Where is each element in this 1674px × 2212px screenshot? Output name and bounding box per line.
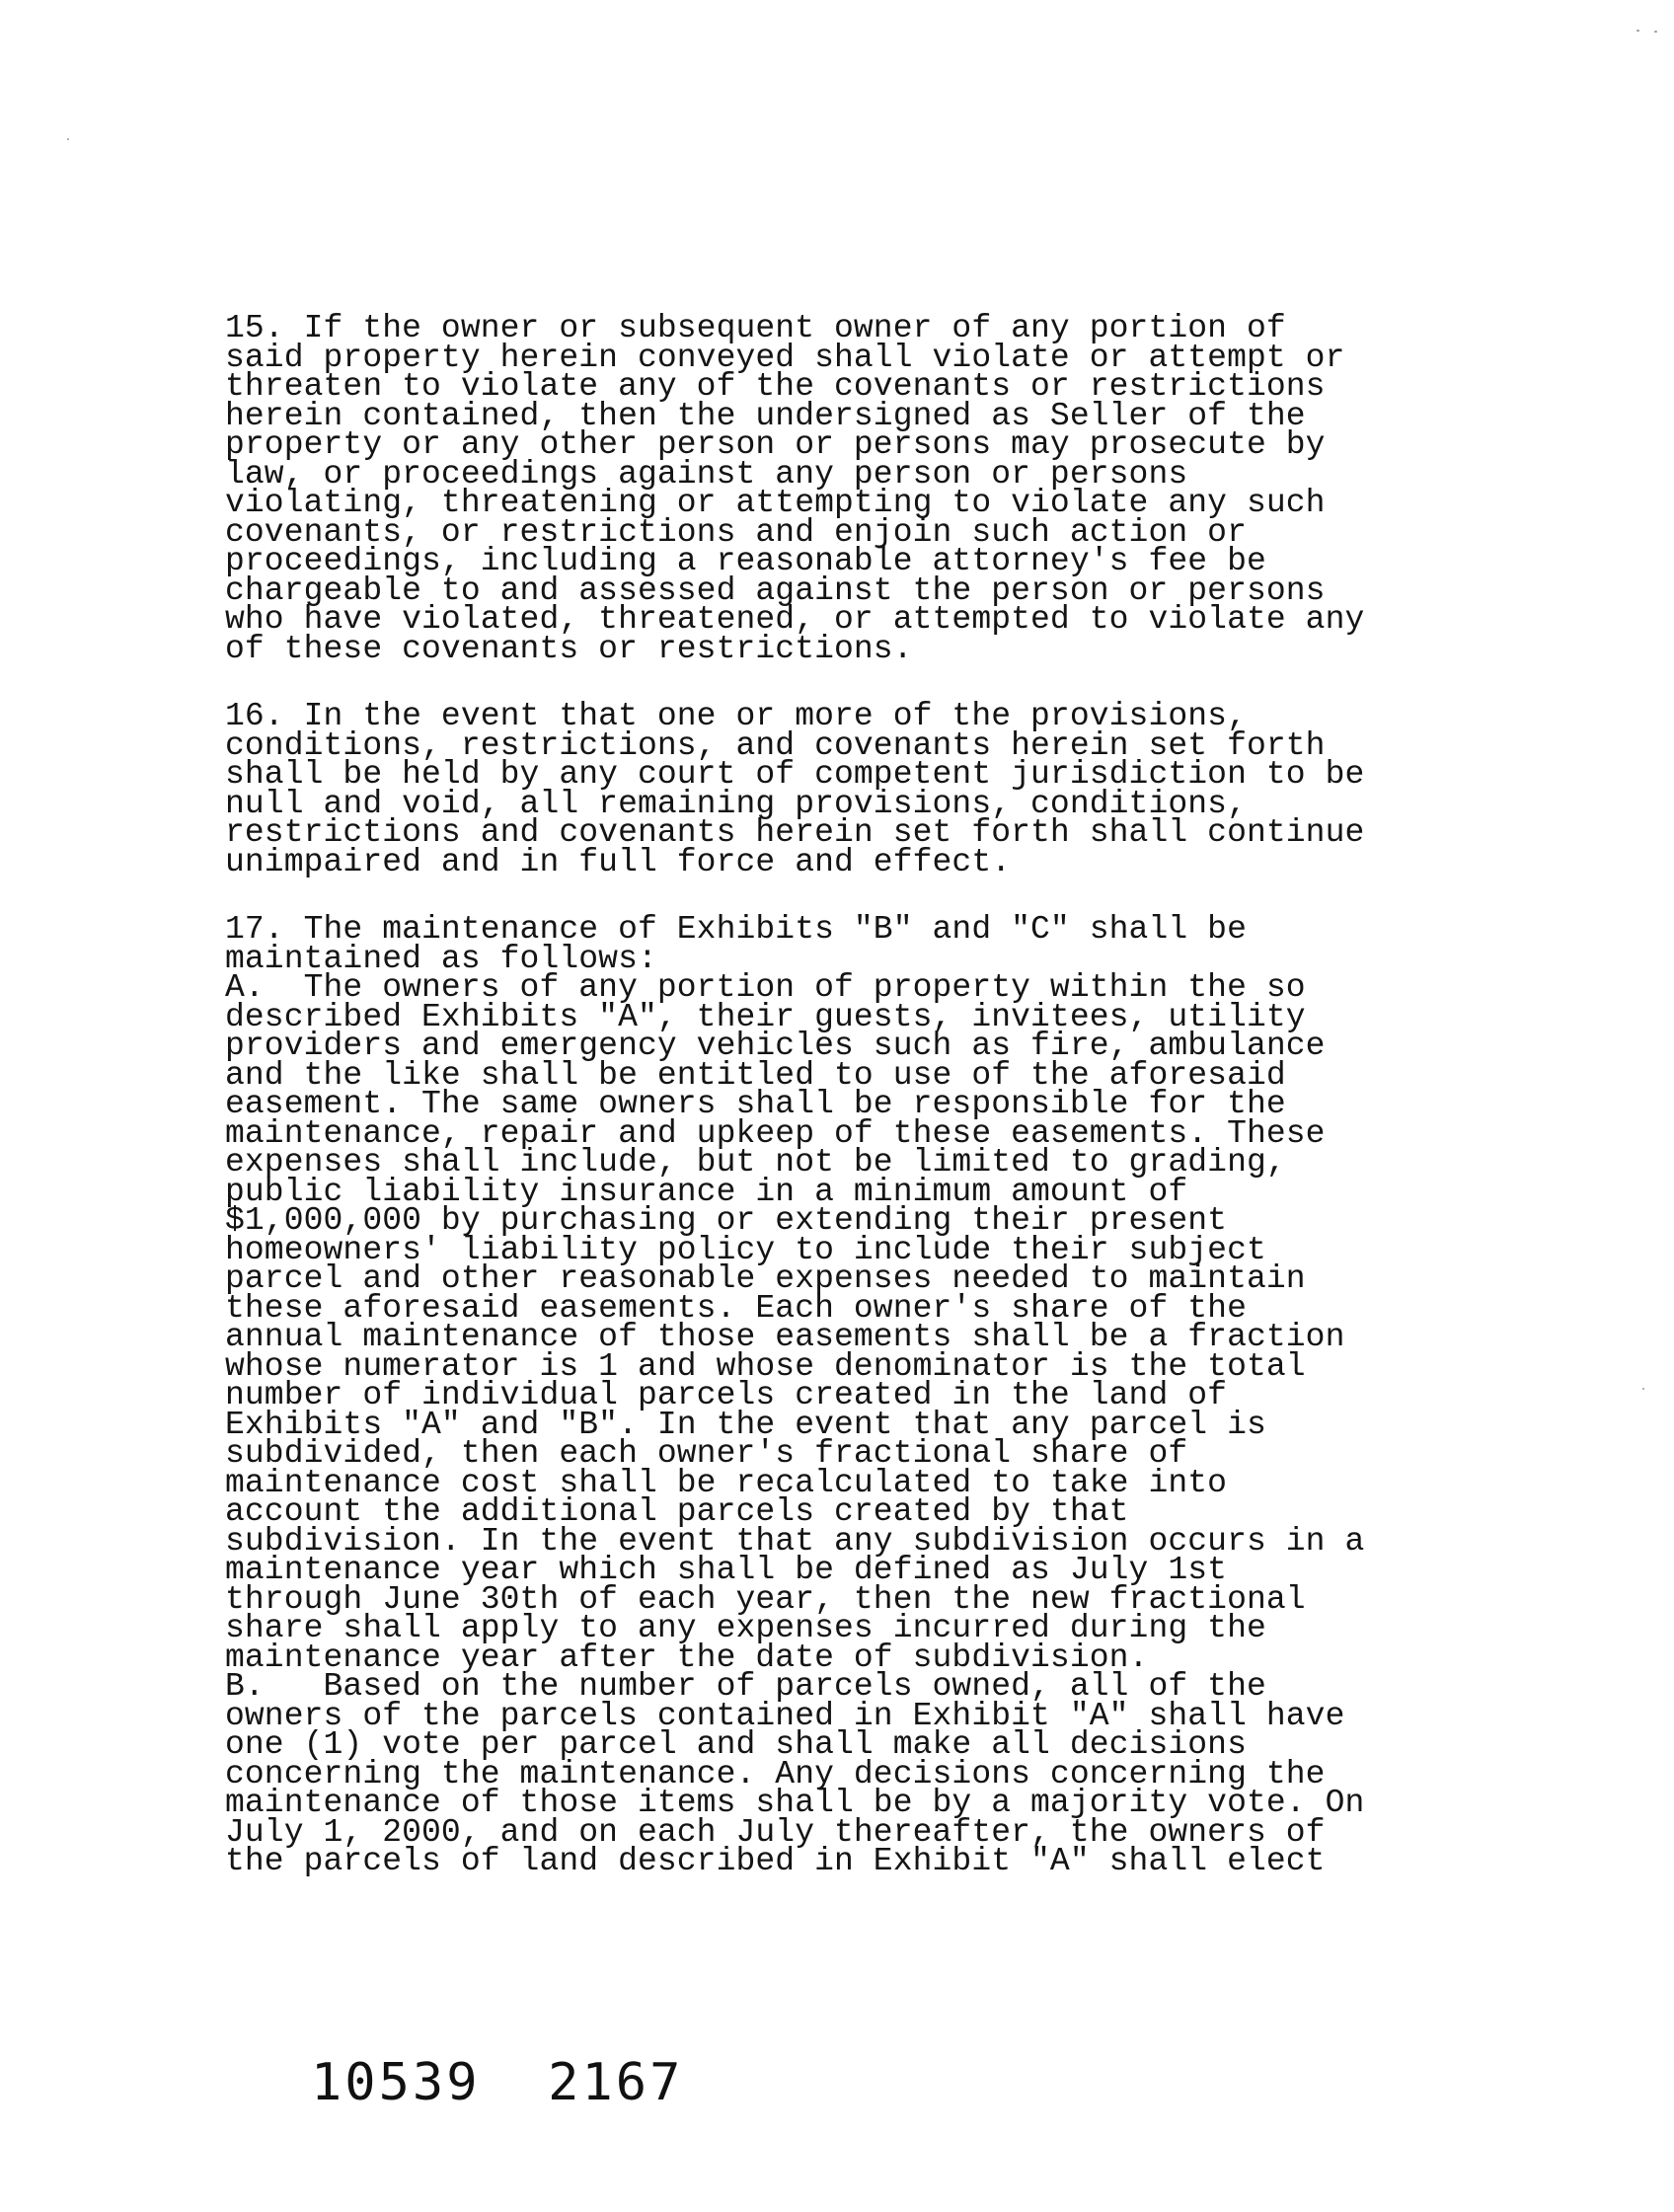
- text-line: maintained as follows:: [225, 940, 657, 977]
- scan-speck: [1636, 30, 1639, 32]
- text-line: owners of the parcels contained in Exhibit "A" shall have: [225, 1697, 1345, 1734]
- text-line: maintenance of those items shall be by a majority vote. On: [225, 1785, 1365, 1821]
- text-line: through June 30th of each year, then the new fractional: [225, 1580, 1306, 1618]
- text-line: B. Based on the number of parcels owned, all of the: [225, 1668, 1266, 1705]
- scan-speck: [67, 138, 69, 140]
- text-line: restrictions and covenants herein set forth shall continue: [225, 814, 1365, 851]
- text-line: conditions, restrictions, and covenants herein set forth: [225, 726, 1326, 764]
- paragraph-15: [225, 310, 1469, 667]
- text-line: concerning the maintenance. Any decisions concerning the: [225, 1755, 1326, 1792]
- scan-speck: [1654, 31, 1657, 33]
- text-line: Exhibits "A" and "B". In the event that any parcel is: [225, 1406, 1266, 1443]
- text-line: subdivided, then each owner's fractional share of: [225, 1435, 1188, 1472]
- text-line: the parcels of land described in Exhibit "A" shall elect: [225, 1843, 1326, 1879]
- text-line: one (1) vote per parcel and shall make all decisions: [225, 1726, 1247, 1763]
- text-line: violating, threatening or attempting to violate any such: [225, 485, 1326, 521]
- text-line: parcel and other reasonable expenses needed to maintain: [225, 1260, 1306, 1297]
- text-line: chargeable to and assessed against the person or persons: [225, 572, 1326, 609]
- text-line: maintenance year which shall be defined as July 1st: [225, 1552, 1228, 1588]
- text-line: maintenance year after the date of subdivision.: [225, 1639, 1149, 1676]
- text-line: these aforesaid easements. Each owner's share of the: [225, 1289, 1247, 1327]
- text-line: who have violated, threatened, or attempted to violate any: [225, 601, 1365, 638]
- text-line: expenses shall include, but not be limited to grading,: [225, 1144, 1286, 1181]
- text-line: proceedings, including a reasonable attorney's fee be: [225, 543, 1266, 579]
- text-line: homeowners' liability policy to include their subject: [225, 1231, 1266, 1268]
- text-line: whose numerator is 1 and whose denominator is the total: [225, 1347, 1306, 1385]
- text-line: 16. In the event that one or more of the provisions,: [225, 698, 1247, 734]
- text-line: shall be held by any court of competent jurisdiction to be: [225, 756, 1365, 793]
- text-line: 17. The maintenance of Exhibits "B" and "C" shall be: [225, 911, 1247, 948]
- text-line: covenants, or restrictions and enjoin such action or: [225, 513, 1247, 551]
- text-line: A. The owners of any portion of property within the so: [225, 969, 1306, 1006]
- text-line: share shall apply to any expenses incurred during the: [225, 1610, 1266, 1646]
- document-body: [225, 310, 1469, 1915]
- text-line: said property herein conveyed shall violate or attempt or: [225, 339, 1345, 376]
- text-line: and the like shall be entitled to use of the aforesaid: [225, 1056, 1286, 1094]
- text-line: account the additional parcels created by that: [225, 1493, 1129, 1530]
- text-line: property or any other person or persons may prosecute by: [225, 426, 1326, 463]
- text-line: subdivision. In the event that any subdivision occurs in a: [225, 1522, 1365, 1560]
- text-line: July 1, 2000, and on each July thereafter, the owners of: [225, 1813, 1326, 1851]
- text-line: unimpaired and in full force and effect.: [225, 843, 1012, 880]
- text-line: public liability insurance in a minimum amount of: [225, 1173, 1188, 1210]
- text-line: of these covenants or restrictions.: [225, 630, 913, 667]
- text-line: herein contained, then the undersigned as Seller of the: [225, 397, 1306, 434]
- paragraph-17: [225, 911, 1469, 1879]
- text-line: law, or proceedings against any person or persons: [225, 455, 1188, 493]
- paragraph-16: [225, 698, 1469, 880]
- text-line: easement. The same owners shall be responsible for the: [225, 1086, 1286, 1122]
- text-line: null and void, all remaining provisions, conditions,: [225, 785, 1247, 822]
- text-line: number of individual parcels created in the land of: [225, 1377, 1228, 1413]
- book-page-stamp: 10539 2167: [311, 2053, 684, 2112]
- text-line: described Exhibits "A", their guests, invitees, utility: [225, 998, 1306, 1035]
- text-line: providers and emergency vehicles such as fire, ambulance: [225, 1028, 1326, 1064]
- scan-speck: [1642, 1388, 1644, 1390]
- text-line: maintenance, repair and upkeep of these easements. These: [225, 1114, 1326, 1152]
- text-line: 15. If the owner or subsequent owner of any portion of: [225, 310, 1286, 346]
- text-line: maintenance cost shall be recalculated to take into: [225, 1464, 1228, 1501]
- text-line: threaten to violate any of the covenants or restrictions: [225, 368, 1326, 405]
- text-line: $1,000,000 by purchasing or extending their present: [225, 1202, 1228, 1239]
- text-line: annual maintenance of those easements shall be a fraction: [225, 1319, 1345, 1355]
